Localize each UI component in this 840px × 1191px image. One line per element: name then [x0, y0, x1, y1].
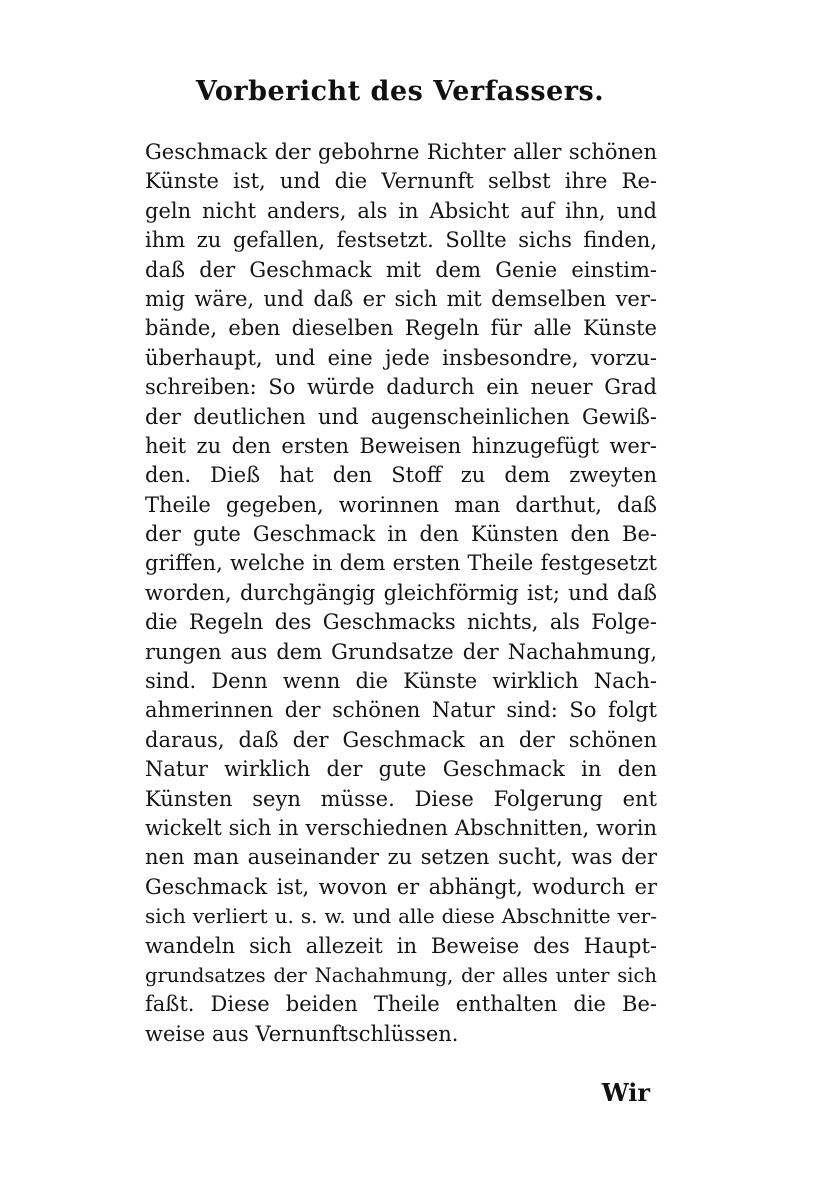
text-line: nen man auseinander zu setzen sucht, was der [145, 845, 657, 870]
text-line: daß der Geschmack mit dem Genie einstim- [145, 257, 657, 282]
text-line: ihm zu gefallen, festsetzt. Sollte sichs finden, [145, 228, 657, 253]
body-text [145, 138, 657, 1049]
text-line: rungen aus dem Grundsatze der Nachahmung, [145, 639, 657, 664]
text-line: faßt. Diese beiden Theile enthalten die Be- [145, 992, 657, 1017]
text-line: Natur wirklich der gute Geschmack in den [145, 757, 657, 782]
text-line: grundsatzes der Nachahmung, der alles unter sich [145, 963, 657, 987]
text-line: die Regeln des Geschmacks nichts, als Folge- [145, 610, 657, 635]
text-line: Geschmack der gebohrne Richter aller schönen [145, 140, 657, 164]
text-line: schreiben: So würde dadurch ein neuer Grad [145, 375, 657, 400]
text-line: wandeln sich allezeit in Beweise des Haupt- [145, 933, 657, 958]
text-line: Künsten seyn müsse. Diese Folgerung ent [145, 786, 657, 811]
catchword: Wir [601, 1078, 650, 1107]
text-line: überhaupt, und eine jede insbesondre, vorzu- [145, 345, 657, 370]
text-line: der deutlichen und augenscheinlichen Gewiß- [145, 404, 657, 429]
text-line: bände, eben dieselben Regeln für alle Künste [145, 316, 657, 341]
text-line: worden, durchgängig gleichförmig ist; und daß [145, 580, 657, 605]
text-line: daraus, daß der Geschmack an der schönen [145, 727, 657, 752]
text-line: mig wäre, und daß er sich mit demselben ver- [145, 286, 657, 311]
text-line: griffen, welche in dem ersten Theile festgesetzt [145, 551, 657, 576]
text-line: sind. Denn wenn die Künste wirklich Nach- [145, 669, 657, 694]
running-head: Vorbericht des Verfassers. [195, 76, 605, 107]
text-line: heit zu den ersten Beweisen hinzugefügt wer- [145, 433, 657, 458]
text-line: den. Dieß hat den Stoff zu dem zweyten [145, 463, 657, 488]
text-line: der gute Geschmack in den Künsten den Be- [145, 522, 657, 547]
text-line: ahmerinnen der schönen Natur sind: So folgt [145, 698, 657, 723]
text-line: wickelt sich in verschiednen Abschnitten, worin [145, 815, 657, 840]
text-line: Geschmack ist, wovon er abhängt, wodurch er [145, 874, 657, 899]
text-line: weise aus Vernunftschlüssen. [145, 1021, 459, 1046]
text-line: Theile gegeben, worinnen man darthut, daß [145, 492, 657, 517]
text-line: sich verliert u. s. w. und alle diese Abschnitte ver- [145, 904, 657, 929]
text-line: geln nicht anders, als in Absicht auf ihn, und [145, 198, 657, 223]
text-line: Künste ist, und die Vernunft selbst ihre Re- [145, 169, 657, 194]
